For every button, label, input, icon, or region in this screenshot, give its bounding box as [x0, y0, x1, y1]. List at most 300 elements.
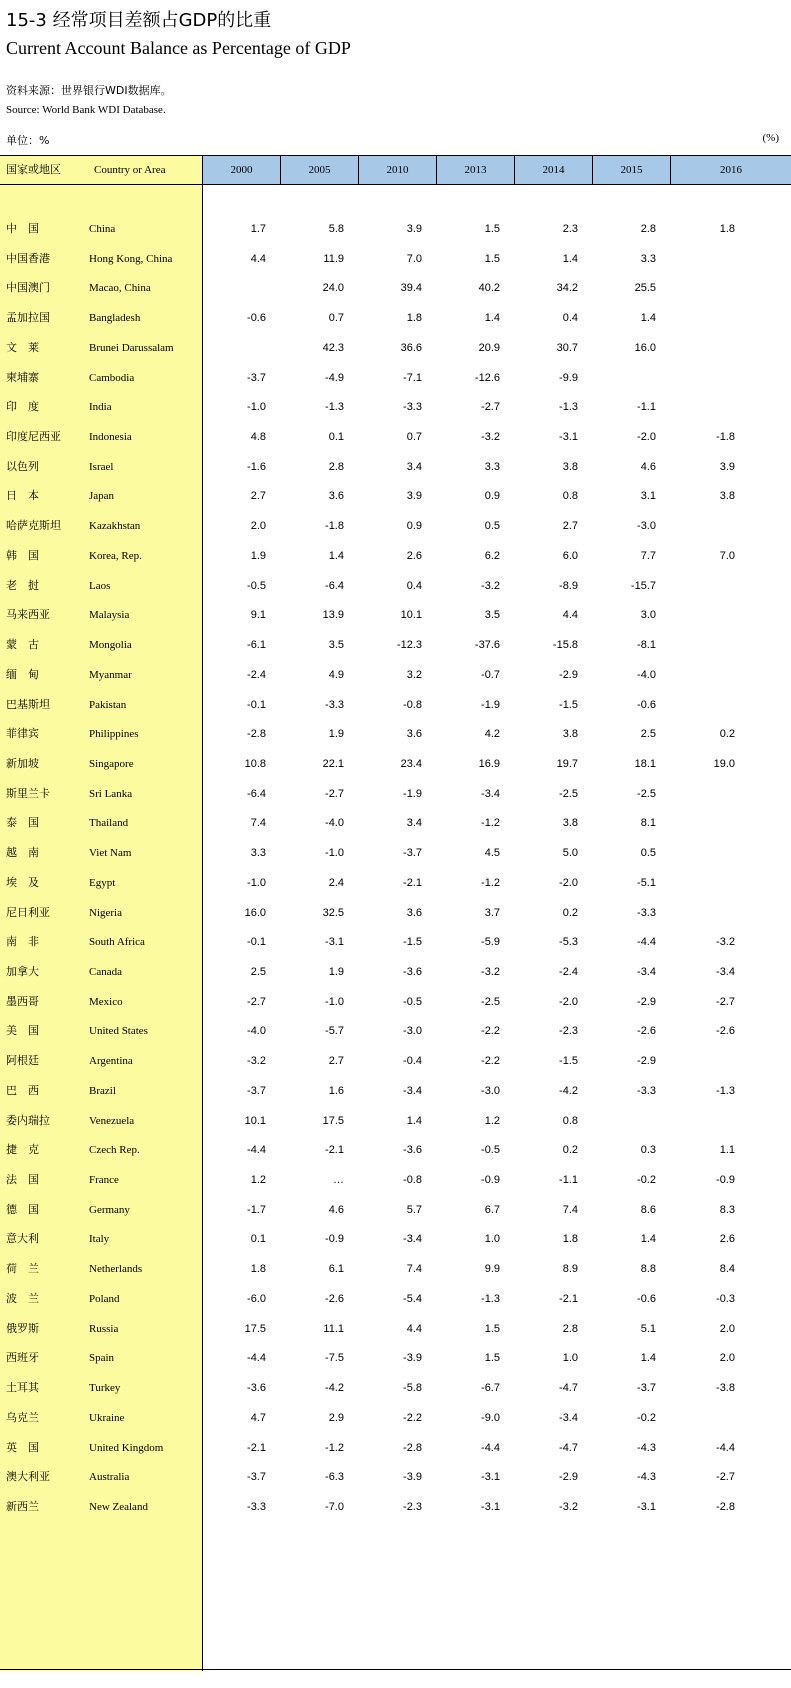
value-cell-2016: -3.4	[716, 966, 735, 978]
value-cell-2013: -1.2	[481, 876, 500, 889]
country-name-cn: 澳大利亚	[6, 1470, 50, 1484]
value-cell-2016: 8.3	[719, 1203, 735, 1216]
value-cell-2005: -4.2	[325, 1382, 344, 1395]
value-cell-2005: …	[333, 1174, 344, 1187]
value-cell-2015: 2.5	[640, 728, 656, 741]
country-name-en: Viet Nam	[89, 847, 132, 860]
value-cell-2000: 10.1	[244, 1114, 266, 1127]
value-cell-2014: -2.0	[559, 876, 578, 889]
country-name-en: Korea, Rep.	[89, 549, 142, 562]
table-row	[0, 1223, 791, 1255]
value-cell-2000: 0.1	[250, 1233, 266, 1246]
value-cell-2016	[665, 629, 735, 661]
value-cell-2000: -1.6	[247, 460, 266, 473]
country-name-cn: 埃 及	[6, 875, 39, 889]
value-cell-2016	[665, 570, 735, 602]
value-cell-2010: -0.5	[403, 995, 422, 1008]
value-cell-2013: 3.5	[484, 609, 500, 622]
table-row	[0, 1491, 791, 1523]
country-name-en: Thailand	[89, 817, 129, 830]
value-cell-2016: -4.4	[716, 1441, 735, 1454]
value-cell-2016	[665, 391, 735, 423]
value-cell-2000: -2.8	[247, 728, 266, 741]
value-cell-2015: -0.2	[637, 1174, 656, 1187]
country-name-en: Kazakhstan	[89, 520, 141, 533]
value-cell-2000: -3.7	[247, 1084, 266, 1097]
value-cell-2016	[665, 1105, 735, 1137]
value-cell-2014: 0.8	[562, 1114, 578, 1127]
table-row	[0, 718, 791, 750]
value-cell-2013: 1.2	[484, 1114, 500, 1127]
value-cell-2015: -4.3	[637, 1471, 656, 1484]
value-cell-2015: 4.6	[640, 460, 656, 473]
country-name-en: Cambodia	[89, 371, 135, 384]
country-name-en: United Kingdom	[89, 1441, 164, 1454]
value-cell-2000: 2.7	[250, 490, 266, 503]
value-cell-2015: -2.6	[637, 1025, 656, 1038]
value-cell-2000: -2.4	[247, 668, 266, 681]
table-row	[0, 1134, 791, 1166]
value-cell-2016	[665, 332, 735, 364]
value-cell-2016: -3.8	[716, 1382, 735, 1395]
value-cell-2015	[586, 362, 656, 394]
value-cell-2010: 5.7	[406, 1203, 422, 1216]
value-cell-2014: -4.2	[559, 1084, 578, 1097]
value-cell-2014: 4.4	[562, 609, 578, 622]
table-row	[0, 362, 791, 394]
table-row	[0, 1372, 791, 1404]
value-cell-2013: 16.9	[478, 757, 500, 770]
value-cell-2015: -3.0	[637, 520, 656, 533]
value-cell-2013: -2.2	[481, 1055, 500, 1068]
table-row	[0, 421, 791, 453]
value-cell-2016	[665, 778, 735, 810]
value-cell-2000: -1.0	[247, 401, 266, 414]
table-row	[0, 272, 791, 304]
value-cell-2016: 3.9	[719, 460, 735, 473]
value-cell-2013: 9.9	[484, 1263, 500, 1276]
value-cell-2015: -15.7	[630, 579, 656, 592]
value-cell-2013: 1.4	[484, 312, 500, 325]
header-year-1: 2005	[281, 156, 359, 184]
data-table	[0, 155, 791, 1671]
table-row	[0, 1194, 791, 1226]
value-cell-2013: -6.7	[481, 1382, 500, 1395]
country-name-en: Germany	[89, 1203, 130, 1216]
value-cell-2014: -15.8	[552, 639, 578, 652]
country-name-cn: 老 挝	[6, 578, 39, 592]
country-name-en: Macao, China	[89, 282, 151, 295]
country-name-cn: 韩 国	[6, 548, 39, 562]
value-cell-2016: -2.8	[716, 1500, 735, 1513]
value-cell-2005: -1.8	[325, 520, 344, 533]
source-note-en: Source: World Bank WDI Database.	[6, 104, 166, 116]
country-name-cn: 中 国	[6, 222, 39, 235]
value-cell-2013: -0.9	[481, 1174, 500, 1187]
value-cell-2014: -9.9	[559, 371, 578, 384]
value-cell-2000: -2.1	[247, 1441, 266, 1454]
value-cell-2010: 1.4	[406, 1114, 422, 1127]
value-cell-2016	[665, 272, 735, 304]
country-name-cn: 土耳其	[6, 1381, 39, 1395]
value-cell-2015: 8.8	[640, 1263, 656, 1276]
value-cell-2013: 6.2	[484, 549, 500, 562]
value-cell-2015	[586, 1105, 656, 1137]
country-name-cn: 德 国	[6, 1202, 39, 1216]
value-cell-2015: -1.1	[637, 401, 656, 414]
value-cell-2015: -2.9	[637, 1055, 656, 1068]
country-name-en: Brunei Darussalam	[89, 341, 174, 354]
value-cell-2000: -0.6	[247, 312, 266, 325]
table-row	[0, 510, 791, 542]
value-cell-2013: -3.1	[481, 1471, 500, 1484]
value-cell-2015: -0.2	[637, 1411, 656, 1424]
value-cell-2015: 5.1	[640, 1322, 656, 1335]
country-name-cn: 荷 兰	[6, 1262, 39, 1276]
value-cell-2016	[665, 302, 735, 334]
country-name-en: Nigeria	[89, 906, 122, 919]
value-cell-2014: -1.5	[559, 698, 578, 711]
source-note-cn: 资料来源：世界银行WDI数据库。	[6, 84, 172, 97]
value-cell-2010: -1.9	[403, 787, 422, 800]
country-name-cn: 马来西亚	[6, 608, 50, 622]
value-cell-2015: -2.0	[637, 431, 656, 444]
value-cell-2013: 0.5	[484, 520, 500, 533]
value-cell-2013: -2.2	[481, 1025, 500, 1038]
header-country-en: Country or Area	[88, 156, 203, 184]
value-cell-2016	[665, 362, 735, 394]
value-cell-2014: 3.8	[562, 460, 578, 473]
value-cell-2013: 1.5	[484, 1352, 500, 1365]
table-row	[0, 599, 791, 631]
value-cell-2014: -1.1	[559, 1174, 578, 1187]
country-name-en: Brazil	[89, 1084, 116, 1097]
value-cell-2005: -7.0	[325, 1500, 344, 1513]
value-cell-2010: 2.6	[406, 549, 422, 562]
value-cell-2014: -2.9	[559, 668, 578, 681]
country-name-cn: 中国香港	[6, 251, 50, 265]
table-row	[0, 1075, 791, 1107]
value-cell-2013: 1.0	[484, 1233, 500, 1246]
value-cell-2000: -0.5	[247, 579, 266, 592]
value-cell-2015: 0.3	[640, 1144, 656, 1157]
value-cell-2010: 7.4	[406, 1263, 422, 1276]
value-cell-2013: -1.3	[481, 1292, 500, 1305]
table-row	[0, 778, 791, 810]
value-cell-2010: -3.4	[403, 1233, 422, 1246]
value-cell-2000: -4.4	[247, 1144, 266, 1157]
value-cell-2016	[665, 243, 735, 275]
value-cell-2010: -2.8	[403, 1441, 422, 1454]
country-name-cn: 尼日利亚	[6, 905, 50, 919]
value-cell-2014: -5.3	[559, 936, 578, 949]
value-cell-2014: 30.7	[556, 341, 578, 354]
value-cell-2014: -3.1	[559, 431, 578, 444]
value-cell-2010: 39.4	[400, 282, 422, 295]
country-name-cn: 越 南	[6, 846, 39, 860]
value-cell-2000: 1.9	[250, 549, 266, 562]
unit-label-cn: 单位：%	[6, 134, 50, 147]
value-cell-2013: 20.9	[478, 341, 500, 354]
value-cell-2013: -2.5	[481, 995, 500, 1008]
country-name-en: United States	[89, 1025, 148, 1038]
value-cell-2000: -1.0	[247, 876, 266, 889]
country-name-en: South Africa	[89, 936, 145, 949]
table-row	[0, 689, 791, 721]
table-row	[0, 1313, 791, 1345]
value-cell-2016: -3.2	[716, 936, 735, 949]
value-cell-2000: 17.5	[244, 1322, 266, 1335]
value-cell-2016	[665, 807, 735, 839]
country-name-en: Indonesia	[89, 431, 132, 444]
value-cell-2005: 32.5	[322, 906, 344, 919]
value-cell-2005: -0.9	[325, 1233, 344, 1246]
value-cell-2010: 3.4	[406, 460, 422, 473]
value-cell-2016: -2.7	[716, 1471, 735, 1484]
value-cell-2005: 13.9	[322, 609, 344, 622]
header-country-cn: 国家或地区	[0, 156, 88, 184]
value-cell-2000: -3.6	[247, 1382, 266, 1395]
value-cell-2005: -7.5	[325, 1352, 344, 1365]
value-cell-2000: -1.7	[247, 1203, 266, 1216]
value-cell-2010: -1.5	[403, 936, 422, 949]
value-cell-2010: -7.1	[403, 371, 422, 384]
value-cell-2013: 4.2	[484, 728, 500, 741]
table-row	[0, 1164, 791, 1196]
table-row	[0, 926, 791, 958]
value-cell-2000: 4.7	[250, 1411, 266, 1424]
value-cell-2005: 4.9	[328, 668, 344, 681]
value-cell-2014: -2.9	[559, 1471, 578, 1484]
value-cell-2005: 1.6	[328, 1084, 344, 1097]
value-cell-2015: -0.6	[637, 1292, 656, 1305]
value-cell-2005: 6.1	[328, 1263, 344, 1276]
value-cell-2010: -3.6	[403, 966, 422, 978]
country-name-en: France	[89, 1174, 119, 1187]
value-cell-2010: 1.8	[406, 312, 422, 325]
value-cell-2016: 1.1	[719, 1144, 735, 1157]
value-cell-2005: -4.9	[325, 371, 344, 384]
country-name-cn: 法 国	[6, 1173, 39, 1187]
table-row	[0, 570, 791, 602]
table-row	[0, 1015, 791, 1047]
value-cell-2014: -2.4	[559, 966, 578, 978]
value-cell-2010: -0.8	[403, 1174, 422, 1187]
value-cell-2015: 3.3	[640, 252, 656, 265]
value-cell-2015: 25.5	[634, 282, 656, 295]
value-cell-2010: 3.9	[406, 223, 422, 235]
country-name-cn: 巴 西	[6, 1083, 39, 1097]
country-name-en: Netherlands	[89, 1263, 143, 1276]
value-cell-2000: -0.1	[247, 698, 266, 711]
table-bottom-rule	[0, 1669, 791, 1670]
value-cell-2014: 3.8	[562, 817, 578, 830]
value-cell-2013: 0.9	[484, 490, 500, 503]
value-cell-2015: -4.4	[637, 936, 656, 949]
country-name-cn: 柬埔寨	[6, 370, 39, 384]
value-cell-2005: 2.7	[328, 1055, 344, 1068]
value-cell-2016	[665, 867, 735, 899]
country-name-cn: 新西兰	[6, 1499, 39, 1513]
table-row	[0, 302, 791, 334]
table-row	[0, 659, 791, 691]
value-cell-2014: 1.4	[562, 252, 578, 265]
table-row	[0, 1342, 791, 1374]
value-cell-2014: -3.4	[559, 1411, 578, 1424]
value-cell-2013: 1.5	[484, 223, 500, 235]
table-row	[0, 748, 791, 780]
value-cell-2010: 7.0	[406, 252, 422, 265]
value-cell-2013: -9.0	[481, 1411, 500, 1424]
country-name-en: Israel	[89, 460, 114, 473]
country-name-en: Philippines	[89, 728, 139, 741]
value-cell-2015: -3.1	[637, 1500, 656, 1513]
value-cell-2005: 24.0	[322, 282, 344, 295]
value-cell-2005: 5.8	[328, 223, 344, 235]
country-name-en: Myanmar	[89, 668, 132, 681]
table-row	[0, 1432, 791, 1464]
table-row	[0, 956, 791, 988]
country-name-en: Bangladesh	[89, 312, 141, 325]
country-name-en: Poland	[89, 1292, 120, 1305]
page-title-cn: 15-3 经常项目差额占GDP的比重	[6, 10, 272, 31]
country-name-cn: 巴基斯坦	[6, 697, 50, 711]
value-cell-2013: 3.7	[484, 906, 500, 919]
country-name-cn: 俄罗斯	[6, 1321, 39, 1335]
value-cell-2000: -0.1	[247, 936, 266, 949]
value-cell-2010: -12.3	[396, 639, 422, 652]
value-cell-2010: -0.8	[403, 698, 422, 711]
value-cell-2015: -5.1	[637, 876, 656, 889]
value-cell-2013: 1.5	[484, 1322, 500, 1335]
value-cell-2016: -2.6	[716, 1025, 735, 1038]
header-year-4: 2014	[515, 156, 593, 184]
value-cell-2015: -4.0	[637, 668, 656, 681]
value-cell-2010: 3.9	[406, 490, 422, 503]
value-cell-2014: 19.7	[556, 757, 578, 770]
value-cell-2014: -2.5	[559, 787, 578, 800]
value-cell-2015: 1.4	[640, 1352, 656, 1365]
value-cell-2000: 16.0	[244, 906, 266, 919]
value-cell-2010: 0.4	[406, 579, 422, 592]
table-row	[0, 391, 791, 423]
value-cell-2005: 22.1	[322, 757, 344, 770]
value-cell-2010: -2.1	[403, 876, 422, 889]
value-cell-2010: -3.3	[403, 401, 422, 414]
value-cell-2013: -3.2	[481, 431, 500, 444]
page-title-en: Current Account Balance as Percentage of GDP	[6, 38, 351, 58]
header-year-0: 2000	[203, 156, 281, 184]
value-cell-2016	[665, 659, 735, 691]
value-cell-2000: -3.2	[247, 1055, 266, 1068]
value-cell-2014: -4.7	[559, 1382, 578, 1395]
value-cell-2016: -1.3	[716, 1084, 735, 1097]
value-cell-2010: 3.4	[406, 817, 422, 830]
value-cell-2014: -3.2	[559, 1500, 578, 1513]
value-cell-2000: -6.4	[247, 787, 266, 800]
value-cell-2000: 9.1	[250, 609, 266, 622]
country-name-cn: 加拿大	[6, 965, 39, 978]
value-cell-2000: -6.1	[247, 639, 266, 652]
value-cell-2015: -2.5	[637, 787, 656, 800]
value-cell-2010: 0.9	[406, 520, 422, 533]
value-cell-2010: -2.3	[403, 1500, 422, 1513]
value-cell-2015: 2.8	[640, 223, 656, 235]
value-cell-2010: -3.9	[403, 1471, 422, 1484]
value-cell-2016: -1.8	[716, 431, 735, 444]
table-row	[0, 1283, 791, 1315]
value-cell-2005: -6.4	[325, 579, 344, 592]
value-cell-2005: -1.2	[325, 1441, 344, 1454]
value-cell-2000: 4.4	[250, 252, 266, 265]
country-name-en: Canada	[89, 966, 122, 978]
value-cell-2016	[665, 599, 735, 631]
country-name-en: Malaysia	[89, 609, 130, 622]
table-row	[0, 243, 791, 275]
country-name-en: Australia	[89, 1471, 130, 1484]
table-row	[0, 837, 791, 869]
value-cell-2013: -3.2	[481, 579, 500, 592]
value-cell-2000: 3.3	[250, 847, 266, 860]
table-row	[0, 213, 791, 245]
country-name-en: India	[89, 401, 112, 414]
value-cell-2015: 18.1	[634, 757, 656, 770]
value-cell-2013: -3.1	[481, 1500, 500, 1513]
value-cell-2015: 3.1	[640, 490, 656, 503]
country-name-cn: 乌克兰	[6, 1410, 39, 1424]
country-name-cn: 缅 甸	[6, 667, 39, 681]
value-cell-2010: -3.7	[403, 847, 422, 860]
country-name-en: Argentina	[89, 1055, 133, 1068]
table-row	[0, 332, 791, 364]
country-name-en: Turkey	[89, 1382, 121, 1395]
value-cell-2000: -3.7	[247, 371, 266, 384]
country-name-cn: 新加坡	[6, 756, 39, 770]
country-name-cn: 意大利	[6, 1232, 39, 1246]
country-name-en: Mexico	[89, 995, 123, 1008]
country-name-cn: 南 非	[6, 935, 39, 949]
value-cell-2014: 5.0	[562, 847, 578, 860]
unit-label-en: (%)	[762, 132, 779, 144]
value-cell-2014: 7.4	[562, 1203, 578, 1216]
country-name-cn: 印 度	[6, 400, 39, 414]
value-cell-2005: -4.0	[325, 817, 344, 830]
value-cell-2005: 4.6	[328, 1203, 344, 1216]
value-cell-2014: 6.0	[562, 549, 578, 562]
table-row	[0, 986, 791, 1018]
value-cell-2015: 1.4	[640, 1233, 656, 1246]
value-cell-2013: 4.5	[484, 847, 500, 860]
header-year-5: 2015	[593, 156, 671, 184]
value-cell-2005: 1.9	[328, 728, 344, 741]
header-year-2: 2010	[359, 156, 437, 184]
table-row	[0, 629, 791, 661]
value-cell-2005: 1.4	[328, 549, 344, 562]
value-cell-2016	[665, 897, 735, 929]
country-name-en: New Zealand	[89, 1500, 148, 1513]
country-name-cn: 泰 国	[6, 816, 39, 830]
country-name-cn: 菲律宾	[6, 727, 39, 741]
value-cell-2014: 0.2	[562, 906, 578, 919]
country-name-cn: 文 莱	[6, 340, 39, 354]
country-name-en: Venezuela	[89, 1114, 135, 1127]
value-cell-2010: 36.6	[400, 341, 422, 354]
value-cell-2013: -3.4	[481, 787, 500, 800]
value-cell-2014: -1.5	[559, 1055, 578, 1068]
value-cell-2010: -3.9	[403, 1352, 422, 1365]
table-header	[0, 155, 791, 185]
value-cell-2015: 8.6	[640, 1203, 656, 1216]
